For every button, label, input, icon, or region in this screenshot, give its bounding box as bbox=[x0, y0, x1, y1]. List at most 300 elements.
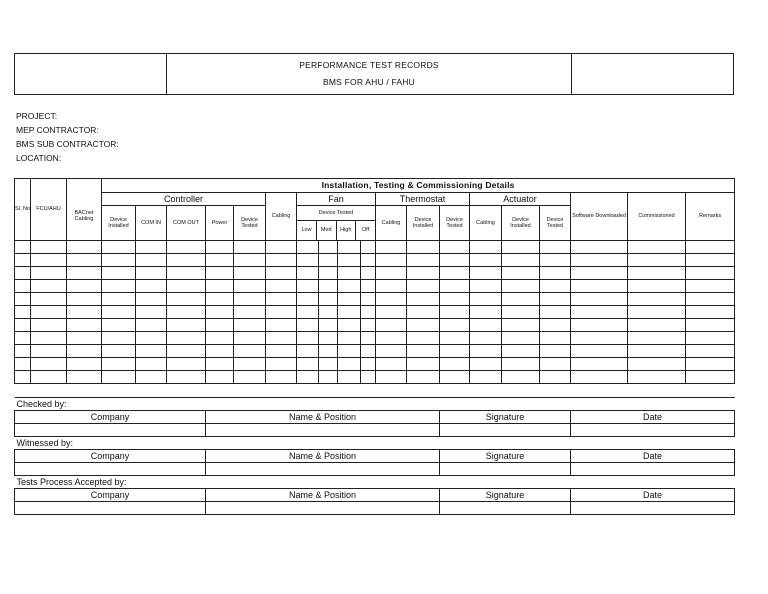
table-cell[interactable] bbox=[31, 241, 67, 254]
table-cell[interactable] bbox=[686, 267, 735, 280]
table-cell[interactable] bbox=[338, 371, 361, 384]
table-cell[interactable] bbox=[361, 267, 376, 280]
table-cell[interactable] bbox=[102, 241, 136, 254]
table-cell[interactable] bbox=[361, 371, 376, 384]
table-cell[interactable] bbox=[15, 267, 31, 280]
table-cell[interactable] bbox=[31, 267, 67, 280]
table-cell[interactable] bbox=[440, 306, 470, 319]
table-cell[interactable] bbox=[540, 371, 571, 384]
table-cell[interactable] bbox=[628, 293, 686, 306]
checked-name-position-header: Name & Position bbox=[206, 411, 440, 424]
table-cell[interactable] bbox=[15, 371, 31, 384]
col-remarks-header: Remarks bbox=[686, 193, 735, 241]
table-row bbox=[15, 293, 735, 306]
header-title-cell bbox=[167, 54, 572, 95]
group-thermostat-header: Thermostat bbox=[376, 193, 470, 206]
table-cell[interactable] bbox=[407, 345, 440, 358]
table-cell[interactable] bbox=[319, 293, 338, 306]
table-cell[interactable] bbox=[206, 371, 234, 384]
table-cell[interactable] bbox=[206, 358, 234, 371]
table-cell[interactable] bbox=[102, 280, 136, 293]
table-cell[interactable] bbox=[297, 358, 319, 371]
fan-speed-med-header: Med bbox=[317, 220, 337, 240]
table-cell[interactable] bbox=[102, 306, 136, 319]
table-cell[interactable] bbox=[234, 241, 266, 254]
table-cell[interactable] bbox=[234, 345, 266, 358]
table-cell[interactable] bbox=[571, 319, 628, 332]
table-cell[interactable] bbox=[376, 358, 407, 371]
table-cell[interactable] bbox=[628, 345, 686, 358]
table-cell[interactable] bbox=[407, 371, 440, 384]
table-cell[interactable] bbox=[470, 345, 502, 358]
witnessed-signature-field[interactable] bbox=[440, 463, 571, 476]
table-cell[interactable] bbox=[234, 254, 266, 267]
table-cell[interactable] bbox=[470, 267, 502, 280]
table-cell[interactable] bbox=[376, 371, 407, 384]
table-cell[interactable] bbox=[31, 345, 67, 358]
table-cell[interactable] bbox=[167, 332, 206, 345]
table-cell[interactable] bbox=[167, 241, 206, 254]
table-cell[interactable] bbox=[470, 371, 502, 384]
table-cell[interactable] bbox=[571, 254, 628, 267]
table-row bbox=[15, 241, 735, 254]
table-cell[interactable] bbox=[628, 332, 686, 345]
table-cell[interactable] bbox=[297, 241, 319, 254]
table-cell[interactable] bbox=[102, 267, 136, 280]
table-cell[interactable] bbox=[376, 306, 407, 319]
table-cell[interactable] bbox=[167, 358, 206, 371]
table-cell[interactable] bbox=[297, 254, 319, 267]
table-cell[interactable] bbox=[470, 241, 502, 254]
table-cell[interactable] bbox=[440, 280, 470, 293]
table-cell[interactable] bbox=[136, 254, 167, 267]
table-cell[interactable] bbox=[502, 371, 540, 384]
table-cell[interactable] bbox=[686, 306, 735, 319]
table-cell[interactable] bbox=[540, 267, 571, 280]
table-cell[interactable] bbox=[686, 280, 735, 293]
table-cell[interactable] bbox=[234, 319, 266, 332]
table-cell[interactable] bbox=[571, 241, 628, 254]
table-cell[interactable] bbox=[628, 306, 686, 319]
accepted-date-header: Date bbox=[571, 489, 735, 502]
table-cell[interactable] bbox=[67, 267, 102, 280]
table-cell[interactable] bbox=[440, 371, 470, 384]
table-cell[interactable] bbox=[167, 371, 206, 384]
table-cell[interactable] bbox=[540, 280, 571, 293]
table-cell[interactable] bbox=[440, 293, 470, 306]
table-cell[interactable] bbox=[540, 319, 571, 332]
table-cell[interactable] bbox=[67, 280, 102, 293]
table-cell[interactable] bbox=[206, 319, 234, 332]
table-cell[interactable] bbox=[571, 306, 628, 319]
table-cell[interactable] bbox=[502, 254, 540, 267]
table-cell[interactable] bbox=[571, 371, 628, 384]
table-cell[interactable] bbox=[102, 293, 136, 306]
table-cell[interactable] bbox=[136, 293, 167, 306]
table-cell[interactable] bbox=[338, 254, 361, 267]
table-cell[interactable] bbox=[628, 358, 686, 371]
table-cell[interactable] bbox=[266, 358, 297, 371]
checked-date-field[interactable] bbox=[571, 424, 735, 437]
table-cell[interactable] bbox=[338, 306, 361, 319]
table-cell[interactable] bbox=[440, 319, 470, 332]
table-cell[interactable] bbox=[502, 332, 540, 345]
table-cell[interactable] bbox=[167, 254, 206, 267]
table-cell[interactable] bbox=[338, 280, 361, 293]
table-cell[interactable] bbox=[470, 332, 502, 345]
table-row bbox=[15, 267, 735, 280]
witnessed-by-label: Witnessed by: bbox=[15, 437, 735, 450]
table-cell[interactable] bbox=[470, 319, 502, 332]
table-cell[interactable] bbox=[31, 306, 67, 319]
table-cell[interactable] bbox=[628, 241, 686, 254]
table-cell[interactable] bbox=[338, 241, 361, 254]
controller-device-installed-header: Device Installed bbox=[102, 206, 136, 241]
table-cell[interactable] bbox=[31, 319, 67, 332]
table-cell[interactable] bbox=[338, 267, 361, 280]
table-cell[interactable] bbox=[206, 267, 234, 280]
col-bacnet-cabling-header: BACnet Cabling bbox=[67, 193, 102, 241]
table-cell[interactable] bbox=[102, 345, 136, 358]
table-cell[interactable] bbox=[686, 371, 735, 384]
table-cell[interactable] bbox=[361, 280, 376, 293]
table-cell[interactable] bbox=[15, 293, 31, 306]
table-cell[interactable] bbox=[136, 306, 167, 319]
mep-contractor-label: MEP CONTRACTOR: bbox=[16, 125, 99, 135]
table-cell[interactable] bbox=[686, 345, 735, 358]
table-cell[interactable] bbox=[15, 345, 31, 358]
table-cell[interactable] bbox=[136, 267, 167, 280]
table-cell[interactable] bbox=[407, 293, 440, 306]
table-cell[interactable] bbox=[136, 345, 167, 358]
table-cell[interactable] bbox=[297, 293, 319, 306]
table-cell[interactable] bbox=[338, 332, 361, 345]
accepted-company-field[interactable] bbox=[15, 502, 206, 515]
table-cell[interactable] bbox=[571, 293, 628, 306]
table-cell[interactable] bbox=[686, 254, 735, 267]
table-cell[interactable] bbox=[440, 241, 470, 254]
table-cell[interactable] bbox=[234, 358, 266, 371]
actuator-cabling-header: Cabling bbox=[470, 206, 502, 241]
checked-company-field[interactable] bbox=[15, 424, 206, 437]
table-cell[interactable] bbox=[206, 306, 234, 319]
table-cell[interactable] bbox=[15, 241, 31, 254]
table-cell[interactable] bbox=[440, 332, 470, 345]
table-cell[interactable] bbox=[540, 306, 571, 319]
fan-device-tested-group bbox=[297, 206, 376, 241]
checked-signature-header: Signature bbox=[440, 411, 571, 424]
table-cell[interactable] bbox=[407, 306, 440, 319]
witnessed-name-position-field[interactable] bbox=[206, 463, 440, 476]
table-cell[interactable] bbox=[67, 332, 102, 345]
table-cell[interactable] bbox=[31, 371, 67, 384]
witnessed-signature-header: Signature bbox=[440, 450, 571, 463]
table-cell[interactable] bbox=[376, 254, 407, 267]
table-cell[interactable] bbox=[440, 254, 470, 267]
table-cell[interactable] bbox=[319, 371, 338, 384]
thermostat-device-installed-header: Device Installed bbox=[407, 206, 440, 241]
table-cell[interactable] bbox=[234, 332, 266, 345]
table-cell[interactable] bbox=[686, 241, 735, 254]
table-cell[interactable] bbox=[540, 358, 571, 371]
table-cell[interactable] bbox=[67, 293, 102, 306]
table-cell[interactable] bbox=[67, 254, 102, 267]
table-cell[interactable] bbox=[234, 306, 266, 319]
table-cell[interactable] bbox=[266, 345, 297, 358]
table-cell[interactable] bbox=[167, 267, 206, 280]
table-cell[interactable] bbox=[540, 293, 571, 306]
table-cell[interactable] bbox=[361, 293, 376, 306]
records-table bbox=[14, 178, 735, 384]
table-cell[interactable] bbox=[502, 358, 540, 371]
table-cell[interactable] bbox=[686, 293, 735, 306]
table-cell[interactable] bbox=[15, 306, 31, 319]
table-cell[interactable] bbox=[167, 345, 206, 358]
table-cell[interactable] bbox=[234, 371, 266, 384]
table-cell[interactable] bbox=[206, 280, 234, 293]
table-cell[interactable] bbox=[361, 345, 376, 358]
table-cell[interactable] bbox=[266, 306, 297, 319]
fan-speed-high-header: High bbox=[336, 220, 356, 240]
table-cell[interactable] bbox=[266, 293, 297, 306]
table-cell[interactable] bbox=[440, 345, 470, 358]
col-software-downloaded-header: Software Downloaded bbox=[571, 193, 628, 241]
table-cell[interactable] bbox=[167, 306, 206, 319]
table-cell[interactable] bbox=[297, 319, 319, 332]
table-cell[interactable] bbox=[206, 293, 234, 306]
group-actuator-header: Actuator bbox=[470, 193, 571, 206]
table-cell[interactable] bbox=[407, 319, 440, 332]
table-cell[interactable] bbox=[31, 332, 67, 345]
table-cell[interactable] bbox=[266, 267, 297, 280]
table-cell[interactable] bbox=[376, 280, 407, 293]
header-left-blank bbox=[15, 54, 167, 95]
table-cell[interactable] bbox=[266, 332, 297, 345]
accepted-by-label: Tests Process Accepted by: bbox=[15, 476, 735, 489]
table-cell[interactable] bbox=[540, 332, 571, 345]
table-cell[interactable] bbox=[15, 254, 31, 267]
signoff-table bbox=[14, 397, 735, 515]
table-cell[interactable] bbox=[571, 267, 628, 280]
table-cell[interactable] bbox=[136, 332, 167, 345]
table-cell[interactable] bbox=[206, 332, 234, 345]
table-cell[interactable] bbox=[234, 293, 266, 306]
table-cell[interactable] bbox=[266, 319, 297, 332]
table-cell[interactable] bbox=[167, 293, 206, 306]
table-cell[interactable] bbox=[502, 267, 540, 280]
table-cell[interactable] bbox=[266, 371, 297, 384]
accepted-signature-header: Signature bbox=[440, 489, 571, 502]
controller-device-tested-header: Device Tested bbox=[234, 206, 266, 241]
table-cell[interactable] bbox=[361, 306, 376, 319]
table-cell[interactable] bbox=[67, 345, 102, 358]
table-cell[interactable] bbox=[319, 254, 338, 267]
table-cell[interactable] bbox=[540, 254, 571, 267]
table-cell[interactable] bbox=[319, 306, 338, 319]
table-cell[interactable] bbox=[136, 241, 167, 254]
table-cell[interactable] bbox=[67, 371, 102, 384]
accepted-date-field[interactable] bbox=[571, 502, 735, 515]
table-cell[interactable] bbox=[136, 319, 167, 332]
table-row bbox=[15, 332, 735, 345]
table-cell[interactable] bbox=[338, 319, 361, 332]
table-cell[interactable] bbox=[266, 241, 297, 254]
table-cell[interactable] bbox=[628, 280, 686, 293]
table-cell[interactable] bbox=[319, 319, 338, 332]
table-cell[interactable] bbox=[361, 241, 376, 254]
table-cell[interactable] bbox=[470, 358, 502, 371]
table-cell[interactable] bbox=[67, 241, 102, 254]
table-cell[interactable] bbox=[628, 254, 686, 267]
table-cell[interactable] bbox=[31, 280, 67, 293]
table-cell[interactable] bbox=[297, 280, 319, 293]
table-row bbox=[15, 280, 735, 293]
table-cell[interactable] bbox=[376, 345, 407, 358]
table-cell[interactable] bbox=[440, 267, 470, 280]
table-cell[interactable] bbox=[407, 254, 440, 267]
table-cell[interactable] bbox=[338, 358, 361, 371]
table-cell[interactable] bbox=[502, 241, 540, 254]
table-cell[interactable] bbox=[319, 241, 338, 254]
table-cell[interactable] bbox=[502, 345, 540, 358]
table-cell[interactable] bbox=[15, 280, 31, 293]
table-cell[interactable] bbox=[628, 371, 686, 384]
table-cell[interactable] bbox=[102, 371, 136, 384]
table-cell[interactable] bbox=[319, 267, 338, 280]
table-cell[interactable] bbox=[502, 306, 540, 319]
table-row bbox=[15, 319, 735, 332]
table-cell[interactable] bbox=[319, 345, 338, 358]
witnessed-date-field[interactable] bbox=[571, 463, 735, 476]
table-cell[interactable] bbox=[136, 358, 167, 371]
table-cell[interactable] bbox=[15, 332, 31, 345]
table-cell[interactable] bbox=[67, 358, 102, 371]
table-cell[interactable] bbox=[102, 319, 136, 332]
table-cell[interactable] bbox=[67, 306, 102, 319]
table-cell[interactable] bbox=[376, 332, 407, 345]
table-cell[interactable] bbox=[234, 267, 266, 280]
table-cell[interactable] bbox=[67, 319, 102, 332]
table-cell[interactable] bbox=[376, 241, 407, 254]
table-cell[interactable] bbox=[31, 254, 67, 267]
table-cell[interactable] bbox=[407, 280, 440, 293]
table-cell[interactable] bbox=[102, 254, 136, 267]
table-cell[interactable] bbox=[206, 254, 234, 267]
checked-signature-field[interactable] bbox=[440, 424, 571, 437]
table-cell[interactable] bbox=[338, 345, 361, 358]
table-cell[interactable] bbox=[206, 345, 234, 358]
table-cell[interactable] bbox=[628, 319, 686, 332]
table-row bbox=[15, 358, 735, 371]
fan-cabling-header: Cabling bbox=[266, 193, 297, 241]
table-cell[interactable] bbox=[628, 267, 686, 280]
table-cell[interactable] bbox=[102, 358, 136, 371]
table-cell[interactable] bbox=[361, 319, 376, 332]
table-cell[interactable] bbox=[15, 319, 31, 332]
witnessed-company-field[interactable] bbox=[15, 463, 206, 476]
table-cell[interactable] bbox=[266, 254, 297, 267]
table-cell[interactable] bbox=[361, 332, 376, 345]
header-table bbox=[14, 53, 734, 95]
table-row bbox=[15, 371, 735, 384]
table-cell[interactable] bbox=[136, 371, 167, 384]
checked-name-position-field[interactable] bbox=[206, 424, 440, 437]
table-cell[interactable] bbox=[136, 280, 167, 293]
table-cell[interactable] bbox=[407, 241, 440, 254]
group-controller-header: Controller bbox=[102, 193, 266, 206]
table-cell[interactable] bbox=[361, 358, 376, 371]
table-cell[interactable] bbox=[319, 280, 338, 293]
table-cell[interactable] bbox=[470, 254, 502, 267]
table-cell[interactable] bbox=[15, 358, 31, 371]
table-cell[interactable] bbox=[234, 280, 266, 293]
table-cell[interactable] bbox=[540, 241, 571, 254]
table-cell[interactable] bbox=[407, 358, 440, 371]
table-cell[interactable] bbox=[206, 241, 234, 254]
table-cell[interactable] bbox=[297, 306, 319, 319]
table-cell[interactable] bbox=[470, 293, 502, 306]
table-row bbox=[15, 254, 735, 267]
table-cell[interactable] bbox=[502, 319, 540, 332]
section-title: Installation, Testing & Commissioning Details bbox=[102, 179, 735, 193]
accepted-name-position-header: Name & Position bbox=[206, 489, 440, 502]
table-cell[interactable] bbox=[297, 371, 319, 384]
table-cell[interactable] bbox=[686, 319, 735, 332]
table-cell[interactable] bbox=[440, 358, 470, 371]
table-cell[interactable] bbox=[167, 280, 206, 293]
table-row bbox=[15, 345, 735, 358]
table-cell[interactable] bbox=[571, 332, 628, 345]
table-cell[interactable] bbox=[686, 332, 735, 345]
table-cell[interactable] bbox=[502, 280, 540, 293]
table-cell[interactable] bbox=[361, 254, 376, 267]
col-fcu-ahu-header: FCU/AHU bbox=[31, 179, 67, 241]
table-cell[interactable] bbox=[686, 358, 735, 371]
table-cell[interactable] bbox=[31, 358, 67, 371]
table-cell[interactable] bbox=[31, 293, 67, 306]
table-cell[interactable] bbox=[407, 267, 440, 280]
table-cell[interactable] bbox=[502, 293, 540, 306]
header-right-blank bbox=[572, 54, 734, 95]
fan-speed-low-header: Low bbox=[297, 220, 317, 240]
table-cell[interactable] bbox=[102, 332, 136, 345]
table-cell[interactable] bbox=[266, 280, 297, 293]
table-cell[interactable] bbox=[540, 345, 571, 358]
table-cell[interactable] bbox=[376, 267, 407, 280]
table-cell[interactable] bbox=[167, 319, 206, 332]
accepted-name-position-field[interactable] bbox=[206, 502, 440, 515]
table-cell[interactable] bbox=[297, 345, 319, 358]
checked-by-label: Checked by: bbox=[15, 398, 735, 411]
table-cell[interactable] bbox=[571, 280, 628, 293]
table-cell[interactable] bbox=[297, 332, 319, 345]
table-cell[interactable] bbox=[571, 358, 628, 371]
table-cell[interactable] bbox=[338, 293, 361, 306]
table-cell[interactable] bbox=[470, 280, 502, 293]
table-cell[interactable] bbox=[376, 319, 407, 332]
table-cell[interactable] bbox=[407, 332, 440, 345]
actuator-device-tested-header: Device Tested bbox=[540, 206, 571, 241]
controller-com-in-header: COM IN bbox=[136, 206, 167, 241]
table-cell[interactable] bbox=[470, 306, 502, 319]
actuator-device-installed-header: Device Installed bbox=[502, 206, 540, 241]
table-cell[interactable] bbox=[319, 358, 338, 371]
accepted-signature-field[interactable] bbox=[440, 502, 571, 515]
table-cell[interactable] bbox=[571, 345, 628, 358]
table-cell[interactable] bbox=[376, 293, 407, 306]
table-cell[interactable] bbox=[319, 332, 338, 345]
table-cell[interactable] bbox=[297, 267, 319, 280]
